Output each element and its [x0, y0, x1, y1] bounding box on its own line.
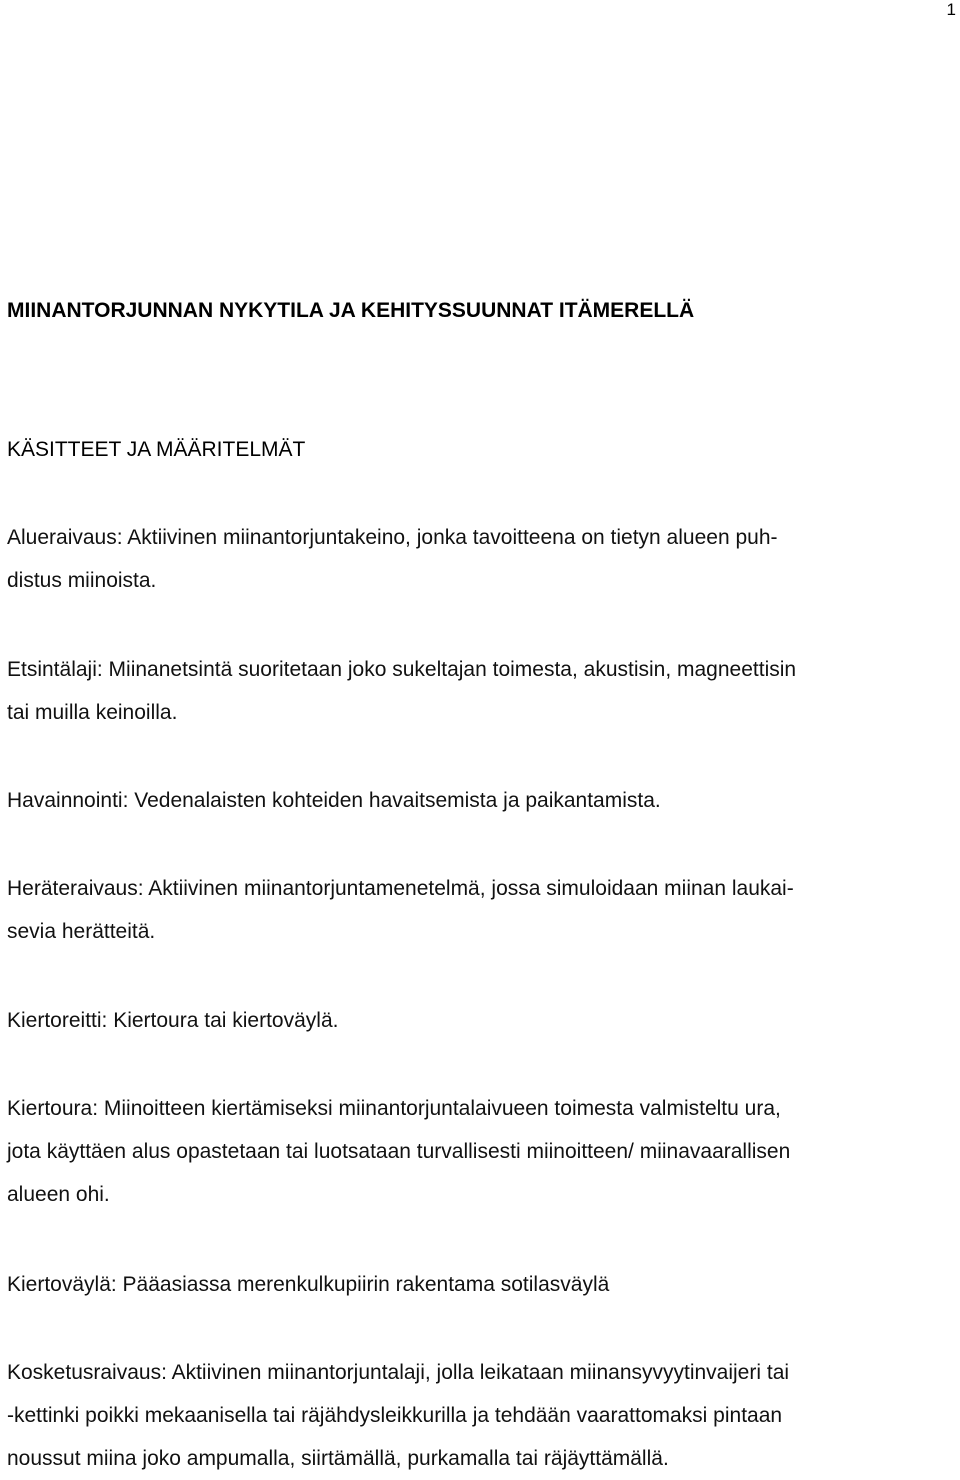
definition-line: tai muilla keinoilla.	[7, 701, 178, 724]
definition-line: alueen ohi.	[7, 1183, 110, 1206]
page-number: 1	[946, 0, 956, 19]
definition-line: Kiertoväylä: Pääasiassa merenkulkupiirin rakentama sotilasväylä	[7, 1273, 610, 1296]
definition-kiertoura	[7, 1087, 790, 1216]
definition-line: Kosketusraivaus: Aktiivinen miinantorjuntalaji, jolla leikataan miinansyvyytinvaijeri tai	[7, 1361, 790, 1384]
definition-line: Kiertoura: Miinoitteen kiertämiseksi miinantorjuntalaivueen toimesta valmisteltu ura,	[7, 1097, 781, 1120]
definition-line: Alueraivaus: Aktiivinen miinantorjuntakeino, jonka tavoitteena on tietyn alueen puh-	[7, 526, 778, 549]
section-heading: KÄSITTEET JA MÄÄRITELMÄT	[7, 438, 306, 461]
definition-line: sevia herätteitä.	[7, 920, 156, 943]
document-title: MIINANTORJUNNAN NYKYTILA JA KEHITYSSUUNNAT ITÄMERELLÄ	[7, 299, 695, 322]
definition-havainnointi	[7, 779, 661, 822]
definition-line: Etsintälaji: Miinanetsintä suoritetaan joko sukeltajan toimesta, akustisin, magneettisin	[7, 658, 797, 681]
definition-line: jota käyttäen alus opastetaan tai luotsataan turvallisesti miinoitteen/ miinavaarallisen	[7, 1140, 791, 1163]
definition-kosketusraivaus	[7, 1351, 789, 1480]
definition-kiertovayla	[7, 1263, 609, 1306]
definition-line: Kiertoreitti: Kiertoura tai kiertoväylä.	[7, 1009, 339, 1032]
definition-line: Heräteraivaus: Aktiivinen miinantorjuntamenetelmä, jossa simuloidaan miinan laukai-	[7, 877, 794, 900]
definition-alueraivaus	[7, 516, 778, 602]
definition-herateraivaus	[7, 867, 794, 953]
definition-line: noussut miina joko ampumalla, siirtämällä, purkamalla tai räjäyttämällä.	[7, 1447, 669, 1470]
definition-etsintalaji	[7, 648, 796, 734]
definition-kiertoreitti	[7, 999, 338, 1042]
definition-line: -kettinki poikki mekaanisella tai räjähdysleikkurilla ja tehdään vaarattomaksi pintaan	[7, 1404, 783, 1427]
definition-line: Havainnointi: Vedenalaisten kohteiden havaitsemista ja paikantamista.	[7, 789, 661, 812]
definition-line: distus miinoista.	[7, 569, 157, 592]
